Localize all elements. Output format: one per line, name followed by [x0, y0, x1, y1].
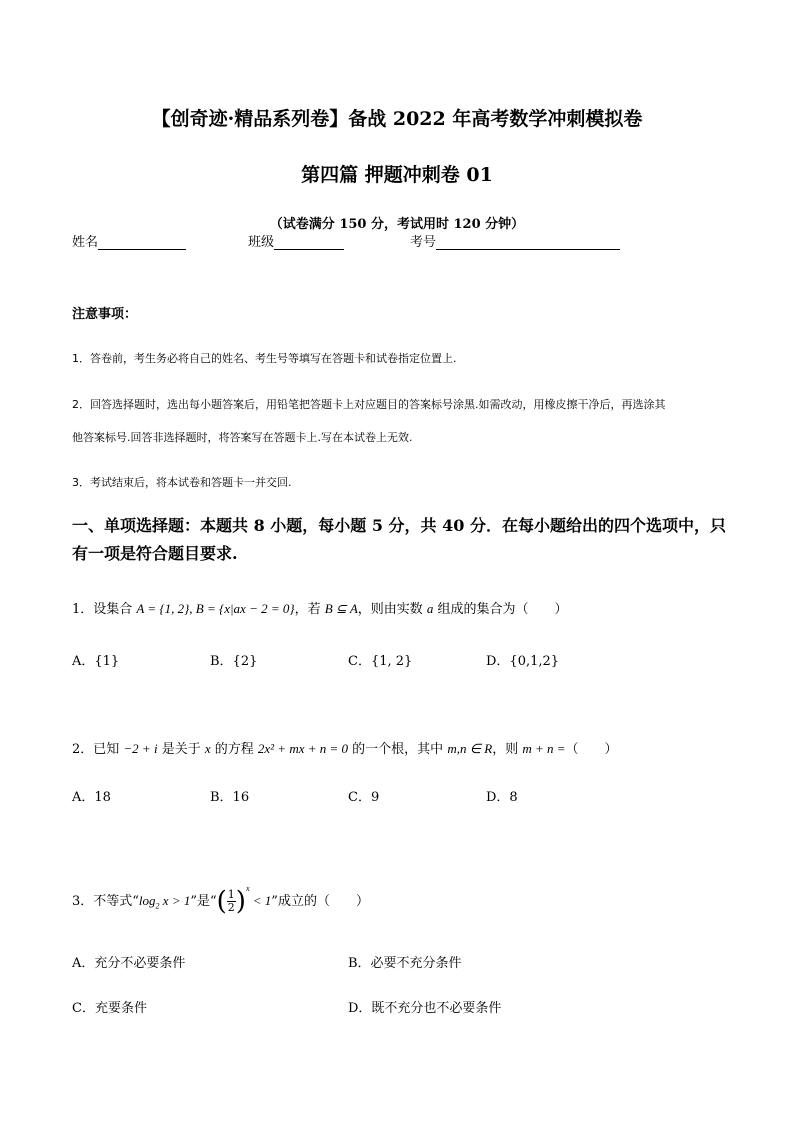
- page-title: 【创奇迹·精品系列卷】备战 2022 年高考数学冲刺模拟卷: [151, 108, 643, 130]
- q3-log-expression: [138, 893, 191, 911]
- q1-prefix: 1．设集合: [72, 602, 137, 617]
- q2-root: −2 + i: [123, 741, 158, 756]
- q1-option-b[interactable]: B．{2}: [210, 654, 258, 669]
- instruction-item-2-line1: 2．回答选择题时，选出每小题答案后，用铅笔把答题卡上对应题目的答案标号涂黑.如需改动，用橡皮擦干净后，再选涂其: [72, 398, 666, 411]
- question-1: [72, 598, 568, 617]
- class-blank[interactable]: [274, 235, 344, 250]
- q1-set-b: , B = {x|ax − 2 = 0}: [189, 601, 295, 616]
- q3-frac-den: 2: [227, 901, 235, 914]
- q2-suffix: （ ）: [565, 742, 618, 757]
- instruction-item-2-line2: 他答案标号.回答非选择题时，将答案写在答题卡上.写在本试卷上无效.: [72, 431, 413, 444]
- q1-suffix: 组成的集合为（ ）: [433, 602, 568, 617]
- number-label: 考号: [410, 235, 437, 250]
- exam-note: （试卷满分 150 分，考试用时 120 分钟）: [269, 217, 525, 232]
- section-heading: 一、单项选择题：本题共 8 小题，每小题 5 分，共 40 分．在每小题给出的四个选项中，只有一项是符合题目要求.: [72, 516, 726, 563]
- instruction-item-1: 1．答卷前，考生务必将自己的姓名、考生号等填写在答题卡和试卷指定位置上.: [72, 352, 457, 365]
- q1-option-d[interactable]: D．{0,1,2}: [486, 654, 560, 669]
- q3-option-a[interactable]: A．充分不必要条件: [72, 956, 186, 971]
- q1-option-a[interactable]: A．{1}: [72, 654, 120, 669]
- instructions-heading: 注意事项：: [72, 307, 138, 322]
- instruction-item-3: 3．考试结束后，将本试卷和答题卡一并交回.: [72, 476, 292, 489]
- q3-prefix: 3．不等式“: [72, 894, 139, 909]
- class-field: [248, 231, 344, 250]
- q3-inequality: < 1: [249, 893, 272, 908]
- q2-mid4: ，则: [492, 742, 523, 757]
- question-3: [72, 884, 369, 917]
- q3-right-paren: ): [235, 886, 246, 917]
- q2-var: x: [204, 741, 211, 756]
- q1-set-a: A = {1, 2}: [136, 601, 190, 616]
- q2-option-a[interactable]: A．18: [72, 790, 111, 805]
- name-field: [72, 231, 186, 250]
- page-subtitle: 第四篇 押题冲刺卷 01: [301, 164, 493, 186]
- q3-frac-num: 1: [227, 888, 235, 901]
- q3-log-base: 2: [155, 901, 160, 911]
- q3-mid: ”是“: [190, 894, 217, 909]
- number-blank[interactable]: [436, 235, 620, 250]
- q1-var: a: [426, 601, 434, 616]
- q3-log: log: [138, 893, 156, 908]
- q3-exponent: x: [245, 884, 250, 893]
- name-label: 姓名: [72, 235, 99, 250]
- q3-log-rest: x > 1: [159, 893, 191, 908]
- q2-equation: 2x² + mx + n = 0: [257, 741, 349, 756]
- class-label: 班级: [248, 235, 275, 250]
- q2-mid2: 的方程: [210, 742, 258, 757]
- q1-mid: ，若: [294, 602, 325, 617]
- q2-option-b[interactable]: B．16: [210, 790, 250, 805]
- number-field: [410, 231, 620, 250]
- q2-mid3: 的一个根，其中: [348, 742, 448, 757]
- q2-option-c[interactable]: C．9: [348, 790, 380, 805]
- q2-expr: m + n =: [522, 741, 566, 756]
- q3-suffix: ”成立的（ ）: [271, 894, 369, 909]
- question-2: [72, 738, 618, 757]
- q3-option-c[interactable]: C．充要条件: [72, 1001, 147, 1016]
- q1-option-c[interactable]: C．{1, 2}: [348, 654, 413, 669]
- q1-cond: B ⊆ A: [324, 601, 358, 616]
- q2-prefix: 2．已知: [72, 742, 124, 757]
- q2-option-d[interactable]: D．8: [486, 790, 518, 805]
- q1-mid2: ，则由实数: [357, 602, 427, 617]
- name-blank[interactable]: [98, 235, 186, 250]
- q3-fraction: [227, 889, 236, 914]
- q3-left-paren: (: [216, 886, 227, 917]
- q2-cond: m,n ∈ R: [447, 741, 493, 756]
- q3-option-b[interactable]: B．必要不充分条件: [348, 956, 462, 971]
- q3-option-d[interactable]: D．既不充分也不必要条件: [348, 1001, 502, 1016]
- q2-mid: 是关于: [157, 742, 205, 757]
